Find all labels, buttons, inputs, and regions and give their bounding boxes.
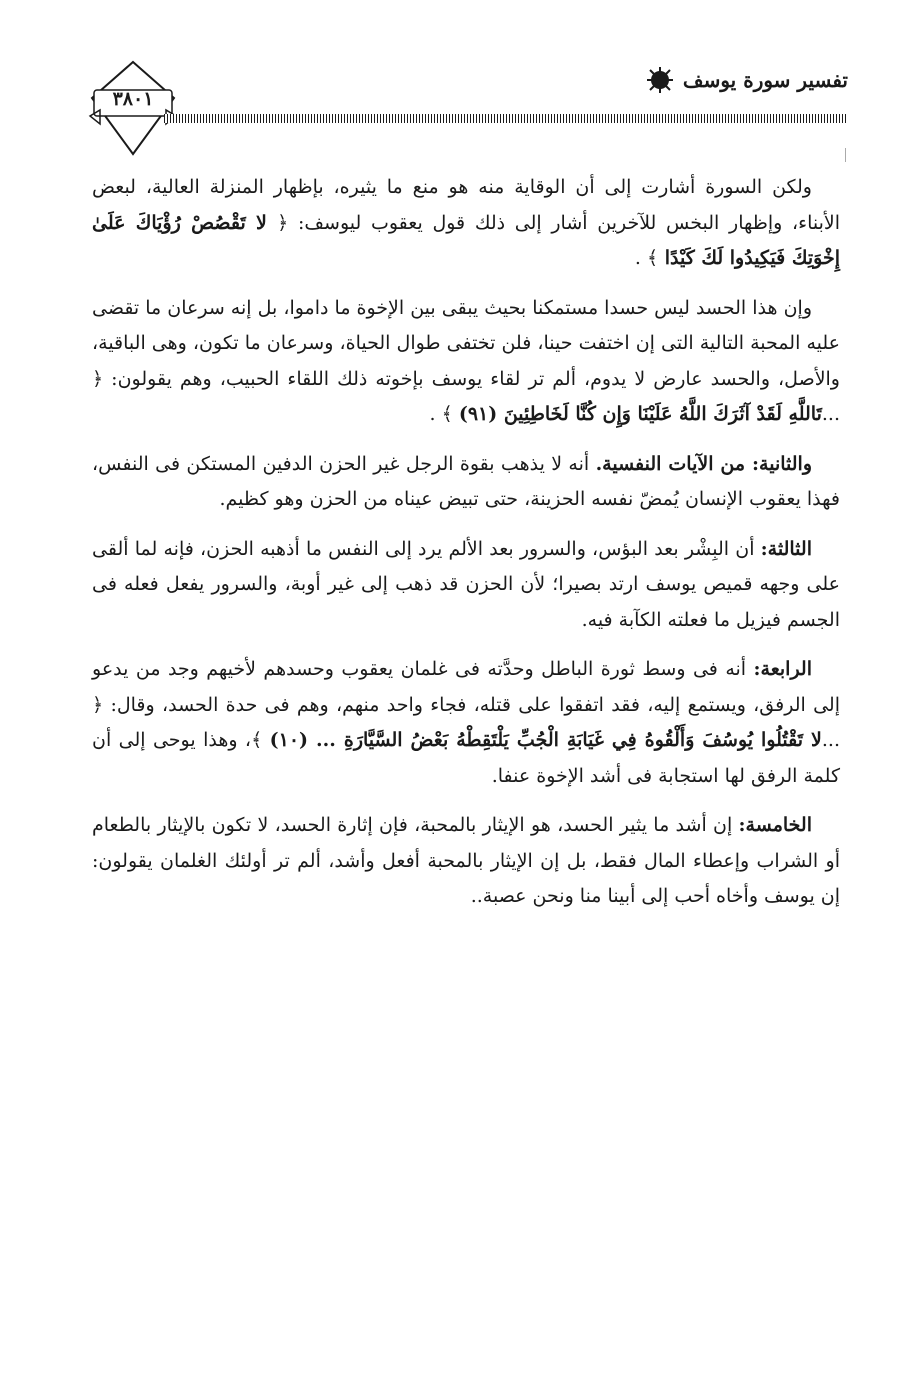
paragraph — [92, 808, 840, 915]
paragraph-text: وإن هذا الحسد ليس حسدا مستمكنا بحيث يبقى بين الإخوة ما داموا، بل إنه سرعان ما تقضى عليه المحبة التالية التى إن اختفت حينا، فلن تختفى طوال الحياة، وسرعان ما تكون، وهى الباقية، والأصل، والحسد عارض لا يدوم، ألم تر لقاء يوسف بإخوته ذلك اللقاء الحبيب، وهم يقولون: — [92, 296, 840, 390]
paragraph-lead: الثالثة: — [760, 537, 812, 560]
quran-quote: تَاللَّهِ لَقَدْ آثَرَكَ اللَّهُ عَلَيْنَا وَإِن كُنَّا لَخَاطِئِينَ (٩١) — [458, 403, 822, 425]
paragraph — [92, 652, 840, 794]
quran-quote: لا تَقْتُلُوا يُوسُفَ وَأَلْقُوهُ فِي غَيَابَةِ الْجُبِّ يَلْتَقِطْهُ بَعْضُ السَّيَّارَةِ ... (١٠) — [269, 729, 822, 751]
quran-quote: لا تَقْصُصْ رُؤْيَاكَ عَلَىٰ إِخْوَتِكَ فَيَكِيدُوا لَكَ كَيْدًا — [92, 211, 840, 269]
paragraph-text: ﴿ ... — [92, 693, 841, 751]
running-title-block — [647, 62, 848, 98]
header-rule — [164, 114, 848, 123]
page-body — [92, 170, 840, 929]
paragraph-text: أنه لا يذهب بقوة الرجل غير الحزن الدفين المستكن فى النفس، فهذا يعقوب الإنسان يُمضّ نفسه الحزينة، حتى تبيض عيناه من الحزن وهو كظيم. — [92, 452, 840, 510]
running-title: تفسير سورة يوسف — [682, 68, 848, 92]
paragraph-text: ﴾ . — [429, 403, 459, 425]
paragraph-text: ﴾، وهذا يوحى إلى أن كلمة الرفق لها استجابة فى أشد الإخوة عنفا. — [92, 729, 840, 787]
paragraph-text: ﴾ . — [634, 247, 659, 269]
page-number-badge — [88, 58, 178, 158]
paragraph-text: إن أشد ما يثير الحسد، هو الإيثار بالمحبة، فإن إثارة الحسد، لا تكون بالإيثار بالطعام أو الشراب وإعطاء المال فقط، بل إن الإيثار بالمحبة أفعل وأشد، ألم تر أولئك الغلمان يقولون: إن يوسف وأخاه أحب إلى أبينا منا ونحن عصبة.. — [92, 814, 840, 907]
paragraph — [92, 170, 840, 277]
page-header — [88, 58, 848, 158]
paragraph-text: ﴿ ... — [92, 367, 840, 425]
ornament-icon — [647, 67, 673, 93]
paragraph — [92, 291, 840, 433]
paragraph — [92, 447, 840, 518]
margin-mark — [845, 148, 846, 162]
paragraph-text: ولكن السورة أشارت إلى أن الوقاية منه هو منع ما يثيره، بإظهار المنزلة العالية، لبعض الأبناء، وإظهار البخس للآخرين أشار إلى ذلك قول يعقوب ليوسف: — [92, 176, 841, 234]
paragraph — [92, 532, 840, 639]
paragraph-lead: والثانية: من الآيات النفسية. — [595, 452, 812, 475]
paragraph-text: ﴿ — [277, 211, 289, 234]
paragraph-text: أن البِشْر بعد البؤس، والسرور بعد الألم يرد إلى النفس ما أذهبه الحزن، فإنه لما ألقى على وجهه قميص يوسف ارتد بصيرا؛ لأن الحزن قد ذهب إلى غير أوبة، والسرور يفعل فعله فى الجسم فيزيل ما فعلته الكآبة فيه. — [92, 537, 840, 631]
page-number: ٣٨٠١ — [112, 88, 154, 110]
paragraph-lead: الرابعة: — [753, 658, 812, 680]
paragraph-lead: الخامسة: — [738, 814, 812, 836]
paragraph-text: أنه فى وسط ثورة الباطل وحدَّته فى غلمان يعقوب وحسدهم لأخيهم وجد من يدعو إلى الرفق، ويستمع إليه، فقد اتفقوا على قتله، فجاء واحد منهم، وهم فى حدة الحسد، وقال: — [92, 658, 840, 716]
